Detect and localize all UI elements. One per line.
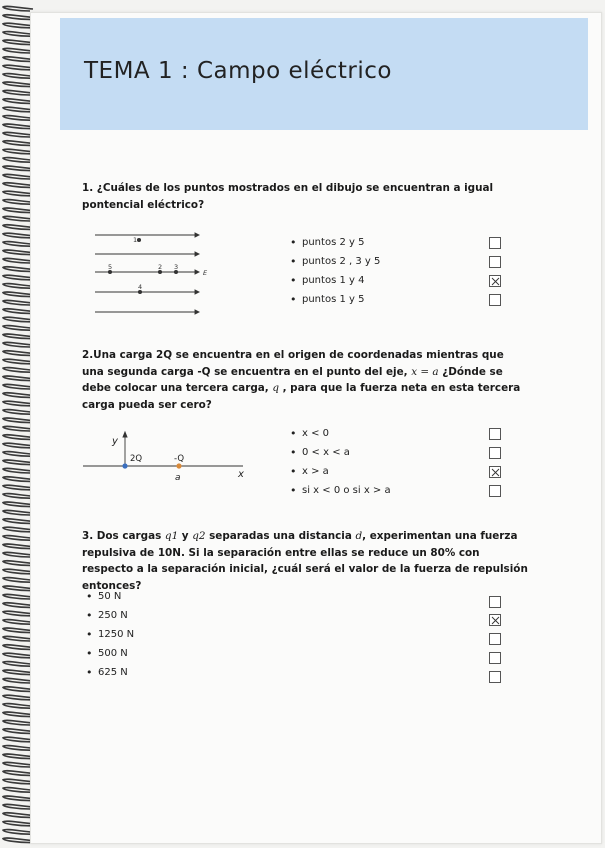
option-label: • 625 N xyxy=(86,663,134,682)
point-label-5: 5 xyxy=(108,263,113,271)
field-arrow xyxy=(195,270,199,274)
spiral-coil xyxy=(3,242,33,247)
spiral-coil xyxy=(3,376,33,381)
spiral-coil xyxy=(3,158,33,163)
spiral-coil xyxy=(3,174,33,179)
spiral-coil xyxy=(3,116,33,121)
point-label-2: 2 xyxy=(158,263,163,271)
spiral-coil xyxy=(3,603,33,608)
spiral-coil xyxy=(3,23,33,28)
spiral-coil xyxy=(3,704,33,709)
spiral-coil xyxy=(3,720,33,725)
charge-axis-diagram xyxy=(83,430,253,485)
spiral-coil xyxy=(3,141,33,146)
y-axis-label: y xyxy=(112,436,118,447)
spiral-coil xyxy=(3,183,33,188)
field-arrow xyxy=(195,233,199,237)
spiral-coil xyxy=(3,578,33,583)
spiral-coil xyxy=(3,662,33,667)
point-1 xyxy=(137,238,140,241)
spiral-coil xyxy=(3,410,33,415)
spiral-coil xyxy=(3,502,33,507)
spiral-coil xyxy=(3,494,33,499)
spiral-coil xyxy=(3,804,33,809)
spiral-coil xyxy=(3,636,33,641)
spiral-coil xyxy=(3,762,33,767)
checkbox[interactable] xyxy=(489,447,501,459)
spiral-coil xyxy=(3,788,33,793)
checkbox[interactable] xyxy=(489,596,501,608)
check-mark-icon xyxy=(490,467,502,479)
spiral-coil xyxy=(3,200,33,205)
spiral-coil xyxy=(3,796,33,801)
question-1-options xyxy=(290,233,380,309)
spiral-coil xyxy=(3,107,33,112)
point-label-4: 4 xyxy=(138,283,143,291)
question-2-options xyxy=(290,424,391,500)
checkbox[interactable] xyxy=(489,275,501,287)
spiral-coil xyxy=(3,342,33,347)
option-label: • 1250 N xyxy=(86,625,134,644)
checkbox[interactable] xyxy=(489,256,501,268)
spiral-coil xyxy=(3,250,33,255)
spiral-coil xyxy=(3,267,33,272)
question-1-text: 1. ¿Cuáles de los puntos mostrados en el dibujo se encuentran a igual pontencial eléctrico? xyxy=(82,182,494,211)
spiral-coil xyxy=(3,225,33,230)
option-label: • 500 N xyxy=(86,644,134,663)
option-label: • puntos 2 y 5 xyxy=(290,233,380,252)
spiral-coil xyxy=(3,393,33,398)
spiral-coil xyxy=(3,737,33,742)
option-label: • x < 0 xyxy=(290,424,391,443)
spiral-coil xyxy=(3,712,33,717)
checkbox[interactable] xyxy=(489,237,501,249)
spiral-coil xyxy=(3,645,33,650)
spiral-coil xyxy=(3,586,33,591)
checkbox[interactable] xyxy=(489,466,501,478)
spiral-coil xyxy=(3,653,33,658)
option-label: • 0 < x < a xyxy=(290,443,391,462)
spiral-coil xyxy=(3,754,33,759)
point-label-1: 1 xyxy=(133,236,138,244)
check-mark-icon xyxy=(490,615,502,627)
spiral-coil xyxy=(3,300,33,305)
spiral-coil xyxy=(3,99,33,104)
option-label: • puntos 1 y 4 xyxy=(290,271,380,290)
spiral-coil xyxy=(3,74,33,79)
spiral-coil xyxy=(3,569,33,574)
spiral-coil xyxy=(3,527,33,532)
field-arrow xyxy=(195,310,199,314)
spiral-coil xyxy=(3,15,33,20)
field-label-e: E xyxy=(203,269,208,277)
spiral-coil xyxy=(3,309,33,314)
check-mark-icon xyxy=(490,276,502,288)
charge-minus-q-label: -Q xyxy=(174,454,185,464)
spiral-coil xyxy=(3,746,33,751)
spiral-coil xyxy=(3,6,33,11)
spiral-coil xyxy=(3,729,33,734)
spiral-coil xyxy=(3,536,33,541)
charge-2q-label: 2Q xyxy=(130,454,143,464)
spiral-coil xyxy=(3,32,33,37)
spiral-coil xyxy=(3,292,33,297)
spiral-coil xyxy=(3,485,33,490)
spiral-coil xyxy=(3,351,33,356)
spiral-coil xyxy=(3,830,33,835)
option-label: • 250 N xyxy=(86,606,134,625)
spiral-coil xyxy=(3,443,33,448)
spiral-coil xyxy=(3,216,33,221)
checkbox[interactable] xyxy=(489,614,501,626)
question-3-options xyxy=(86,587,134,682)
spiral-coil xyxy=(3,771,33,776)
spiral-coil xyxy=(3,821,33,826)
spiral-coil xyxy=(3,477,33,482)
spiral-coil xyxy=(3,124,33,129)
checkbox[interactable] xyxy=(489,671,501,683)
checkbox[interactable] xyxy=(489,485,501,497)
spiral-coil xyxy=(3,65,33,70)
spiral-coil xyxy=(3,452,33,457)
checkbox[interactable] xyxy=(489,428,501,440)
spiral-coil xyxy=(3,401,33,406)
spiral-coil xyxy=(3,208,33,213)
page-title: TEMA 1 : Campo eléctrico xyxy=(84,58,392,84)
spiral-coil xyxy=(3,317,33,322)
spiral-coil xyxy=(3,611,33,616)
spiral-coil xyxy=(3,275,33,280)
charge-2q xyxy=(122,463,127,468)
spiral-coil xyxy=(3,519,33,524)
spiral-coil xyxy=(3,460,33,465)
spiral-coil xyxy=(3,678,33,683)
spiral-coil xyxy=(3,695,33,700)
option-label: • puntos 1 y 5 xyxy=(290,290,380,309)
spiral-coil xyxy=(3,149,33,154)
spiral-coil xyxy=(3,552,33,557)
spiral-coil xyxy=(3,561,33,566)
spiral-coil xyxy=(3,82,33,87)
spiral-coil xyxy=(3,258,33,263)
question-3-text: 3. Dos cargas q1 y q2 separadas una distancia d, experimentan una fuerza repulsiva de 10N. Si la separación entre ellas se reduce un 80% con respecto a la separación inicial, ¿cuál será el valor de la fuerza de repulsión entonces? xyxy=(82,530,528,592)
equipotential-diagram xyxy=(95,228,225,320)
spiral-coil xyxy=(3,426,33,431)
spiral-coil xyxy=(3,779,33,784)
charge-minus-q xyxy=(176,463,181,468)
option-label: • si x < 0 o si x > a xyxy=(290,481,391,500)
checkbox[interactable] xyxy=(489,633,501,645)
spiral-coil xyxy=(3,510,33,515)
field-arrow xyxy=(195,252,199,256)
field-arrow xyxy=(195,290,199,294)
spiral-coil xyxy=(3,384,33,389)
spiral-coil xyxy=(3,594,33,599)
spiral-coil xyxy=(3,166,33,171)
spiral-coil xyxy=(3,326,33,331)
spiral-coil xyxy=(3,628,33,633)
option-label: • x > a xyxy=(290,462,391,481)
spiral-coil xyxy=(3,687,33,692)
spiral-coil xyxy=(3,838,33,843)
spiral-coil xyxy=(3,544,33,549)
option-label: • puntos 2 , 3 y 5 xyxy=(290,252,380,271)
spiral-coil xyxy=(3,435,33,440)
spiral-coil xyxy=(3,191,33,196)
spiral-coil xyxy=(3,670,33,675)
spiral-coil xyxy=(3,132,33,137)
spiral-coil xyxy=(3,284,33,289)
question-2-text: 2.Una carga 2Q se encuentra en el origen de coordenadas mientras que una segunda carga -Q se encuentra en el punto del eje, x = a ¿Dónde se debe colocar una tercera carga, q , para que la fuerza neta en esta tercera carga pueda ser cero? xyxy=(82,349,521,411)
spiral-coil xyxy=(3,40,33,45)
spiral-coil xyxy=(3,468,33,473)
checkbox[interactable] xyxy=(489,652,501,664)
point-label-3: 3 xyxy=(174,263,179,271)
spiral-coil xyxy=(3,48,33,53)
checkbox[interactable] xyxy=(489,294,501,306)
spiral-coil xyxy=(3,620,33,625)
x-axis-label: x xyxy=(238,469,244,480)
option-label: • 50 N xyxy=(86,587,134,606)
spiral-coil xyxy=(3,359,33,364)
y-axis-arrow xyxy=(123,432,127,437)
spiral-coil xyxy=(3,57,33,62)
position-a-label: a xyxy=(175,473,181,483)
spiral-coil xyxy=(3,90,33,95)
spiral-coil xyxy=(3,334,33,339)
spiral-coil xyxy=(3,813,33,818)
spiral-coil xyxy=(3,233,33,238)
spiral-coil xyxy=(3,418,33,423)
spiral-coil xyxy=(3,368,33,373)
